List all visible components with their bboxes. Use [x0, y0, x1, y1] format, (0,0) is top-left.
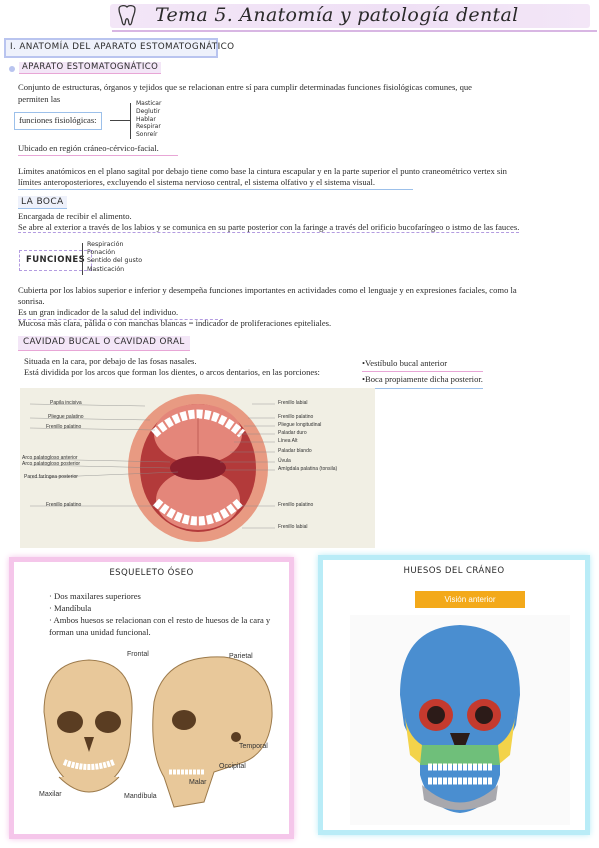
esqueleto-list — [49, 590, 289, 638]
craneo-panel — [318, 555, 590, 835]
label-frenillo-labial-2: Frenillo labial — [278, 524, 308, 530]
list-item: Masticar — [136, 100, 162, 107]
list-item: Deglutir — [136, 107, 161, 115]
limites-a: Límites anatómicos en el plano sagital por debajo tiene como base la cintura escapular y en la parte superior el punto craneométrico vertex sin — [18, 166, 507, 176]
list-item: Sentido del gusto — [87, 257, 143, 265]
indicador-line: Es un gran indicador de la salud del individuo. — [18, 307, 223, 320]
list-item: Respirar — [136, 123, 161, 131]
list-item: Masticación — [87, 265, 125, 273]
list-item: Sonreír — [136, 131, 158, 139]
craneo-illustration — [350, 615, 570, 825]
list-item: Hablar — [136, 115, 156, 123]
aparato-intro: Conjunto de estructuras, órganos y tejidos que se relacionan entre sí para cumplir determinadas funciones fisiológicas comunes, que — [18, 82, 472, 92]
ubicado-line: Ubicado en región cráneo-cérvico-facial. — [18, 143, 178, 156]
aparato-intro-b: permiten las — [18, 94, 61, 104]
label-arco-anterior: Arco palatogloso anterior — [22, 455, 78, 461]
list-item: •Vestíbulo bucal anterior — [362, 356, 483, 372]
funciones-fisiologicas-label: funciones fisiológicas: — [14, 112, 102, 130]
label-frenillo-palatino-r: Frenillo palatino — [278, 414, 314, 420]
label-mandibula: Mandíbula — [124, 793, 157, 800]
list-item: Respiración — [87, 241, 124, 248]
funciones-list — [136, 100, 161, 139]
cubierta-b: sonrisa. — [18, 296, 45, 306]
boca-heading: LA BOCA — [18, 196, 67, 209]
list-item: · Mandíbula — [49, 603, 92, 614]
tooth-icon — [114, 3, 140, 29]
label-papila-incisiva: Papila incisiva — [50, 400, 82, 406]
label-paladar-duro: Paladar duro — [278, 430, 307, 436]
label-temporal: Temporal — [239, 743, 268, 750]
esqueleto-panel — [9, 557, 294, 839]
mouth-illustration — [20, 388, 375, 548]
cavidad-line1: Situada en la cara, por debajo de las fosas nasales. — [24, 356, 197, 366]
list-item: Fonación — [87, 249, 116, 257]
label-pliegue-longitudinal: Pliegue longitudinal — [278, 422, 322, 428]
section-heading: I. ANATOMÍA DEL APARATO ESTOMATOGNÁTICO — [10, 42, 235, 52]
funciones-bracket — [130, 103, 131, 139]
label-malar: Malar — [189, 779, 207, 786]
label-linea-alt: Línea Alt — [278, 438, 298, 444]
cavidad-line2: Está dividida por los arcos que forman los dientes, o arcos dentarios, en las porciones: — [24, 367, 320, 377]
label-frenillo-labial: Frenillo labial — [278, 400, 308, 406]
label-frenillo-palatino-r2: Frenillo palatino — [278, 502, 314, 508]
label-frontal: Frontal — [127, 651, 149, 658]
page-title: Tema 5. Anatomía y patología dental — [155, 4, 519, 26]
esqueleto-heading: ESQUELETO ÓSEO — [109, 568, 194, 578]
label-paladar-blando: Paladar blando — [278, 448, 312, 454]
label-pared-faringea: Pared faríngea posterior — [24, 474, 78, 480]
porciones-list — [362, 356, 483, 389]
boca-funciones-list — [87, 241, 142, 274]
craneo-heading: HUESOS DEL CRÁNEO — [403, 566, 505, 576]
label-occipital: Occipital — [219, 763, 246, 770]
boca-line2: Se abre al exterior a través de los labios y se comunica en su parte posterior con la faringe a través del orificio bucofaríngeo o istmo de las fauces. — [18, 222, 520, 232]
list-item: •Boca propiamente dicha posterior. — [362, 372, 483, 388]
label-frenillo-palatino: Frenillo palatino — [46, 424, 82, 430]
list-item: · Ambos huesos se relacionan con el resto de huesos de la cara y forman una unidad funcional. — [49, 615, 271, 638]
aparato-heading: APARATO ESTOMATOGNÁTICO — [19, 62, 161, 74]
label-frenillo-palatino-2: Frenillo palatino — [46, 502, 82, 508]
label-parietal: Parietal — [229, 653, 253, 660]
mucosa-line: Mucosa más clara, pálida o con manchas blancas = indicador de proliferaciones epiteliales. — [18, 318, 332, 328]
cubierta-a: Cubierta por los labios superior e inferior y desempeña funciones importantes en actividades como el lenguaje y en expresiones faciales, como la — [18, 285, 517, 295]
cavidad-heading: CAVIDAD BUCAL O CAVIDAD ORAL — [18, 336, 190, 351]
funciones-label: FUNCIONES — [19, 250, 92, 271]
title-divider — [112, 30, 597, 32]
boca-line1: Encargada de recibir el alimento. — [18, 211, 132, 221]
bullet-dot — [9, 66, 15, 72]
skull-illustration — [14, 642, 289, 832]
label-maxilar: Maxilar — [39, 791, 62, 798]
vision-anterior-banner: Visión anterior — [415, 591, 525, 608]
funciones-bracket-2 — [82, 243, 83, 275]
bracket-connector — [110, 120, 130, 121]
label-arco-posterior: Arco palatogloso posterior — [22, 461, 81, 467]
label-amigdala: Amígdala palatina (tonsila) — [278, 466, 338, 472]
limites-b: límites anteroposteriores, excluyendo el sistema nervioso central, el sistema olfativo y el sistema visual. — [18, 177, 413, 190]
label-uvula: Úvula — [278, 458, 291, 464]
list-item: · Dos maxilares superiores — [49, 591, 141, 601]
label-pliegue-palatino: Pliegue palatino — [48, 414, 84, 420]
